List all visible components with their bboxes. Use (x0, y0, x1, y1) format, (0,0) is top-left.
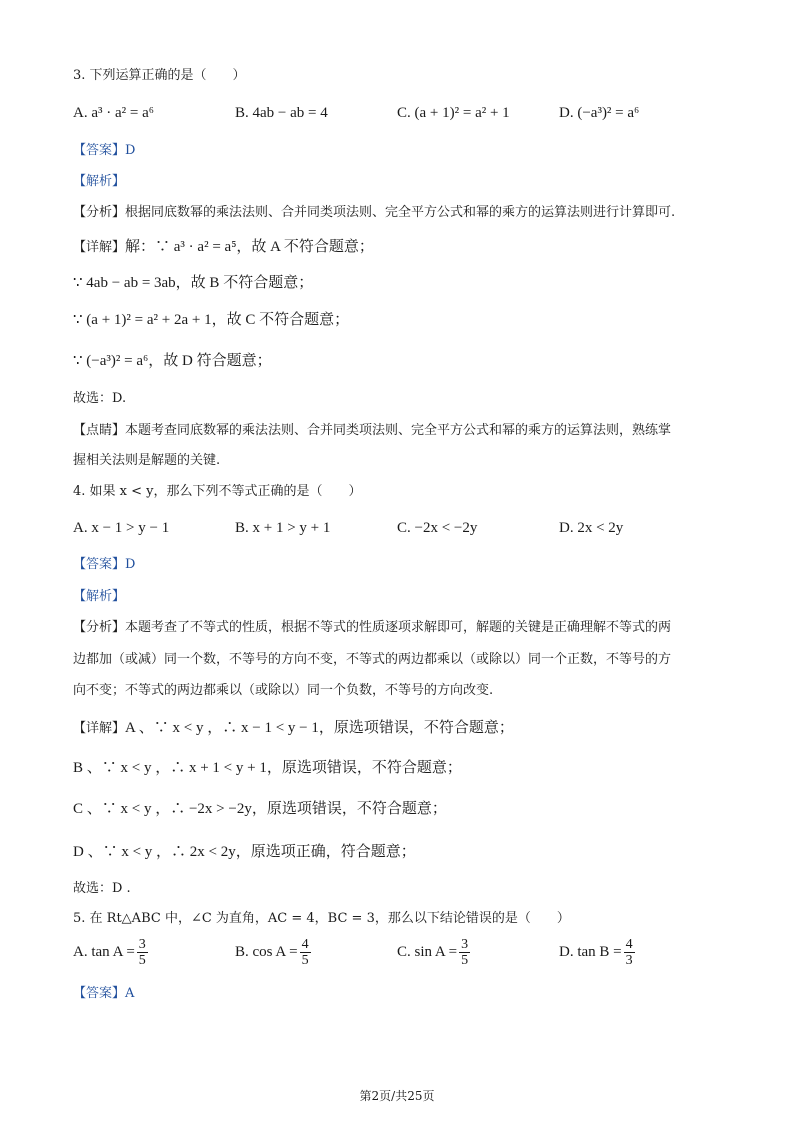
q5-option-b-denominator: 5 (301, 953, 309, 968)
q4-detail-line-4: D 、∵ x < y ，∴ 2x < 2y，原选项正确，符合题意； (73, 844, 416, 860)
q5-option-d-label: D. tan B = (559, 944, 622, 960)
q5-option-d-fraction (624, 937, 635, 968)
q4-fenxi-tag: 【分析】 (73, 620, 126, 635)
q4-fenxi-line-3: 向不变；不等式的两边都乘以（或除以）同一个负数，不等号的方向改变. (73, 683, 494, 698)
q3-detail-line-1 (73, 237, 374, 258)
q5-option-b-label: B. cos A = (235, 944, 298, 960)
q3-detail-line-3: ∵ (a + 1)² = a² + 2a + 1，故 C 不符合题意； (73, 312, 350, 328)
q5-option-c-denominator: 5 (461, 953, 469, 968)
q3-dianjing-text-1: 本题考查同底数幂的乘法法则、合并同类项法则、完全平方公式和幂的乘方的运算法则，熟练掌 (125, 423, 672, 438)
q4-option-d: D. 2x < 2y (559, 520, 624, 536)
q3-xiangjie-tag: 【详解】 (73, 240, 126, 255)
q3-option-d: D. (−a³)² = a⁶ (559, 105, 640, 121)
q4-answer: 【答案】D (73, 557, 136, 572)
q4-fenxi-text-1: 本题考查了不等式的性质，根据不等式的性质逐项求解即可，解题的关键是正确理解不等式的两 (125, 620, 672, 635)
q5-option-c-numerator: 3 (461, 937, 469, 952)
q5-option-d (559, 937, 635, 968)
q3-fenxi (73, 203, 675, 223)
q3-detail-line-4: ∵ (−a³)² = a⁶，故 D 符合题意； (73, 353, 272, 369)
q4-option-a: A. x − 1 > y − 1 (73, 520, 170, 536)
q4-detail-text-1: A 、∵ x < y ，∴ x − 1 < y − 1，原选项错误，不符合题意； (125, 720, 514, 736)
q5-option-a (73, 937, 148, 968)
q4-stem: 4. 如果 x < y，那么下列不等式正确的是（ ） (73, 484, 362, 499)
q3-fenxi-text: 根据同底数幂的乘法法则、合并同类项法则、完全平方公式和幂的乘方的运算法则进行计算即可. (125, 205, 676, 220)
q5-option-c-fraction (459, 937, 470, 968)
q3-detail-text-1: 解：∵ a³ · a² = a⁵，故 A 不符合题意； (125, 239, 374, 255)
q4-option-c: C. −2x < −2y (397, 520, 478, 536)
q5-option-a-label: A. tan A = (73, 944, 135, 960)
q4-detail-line-2: B 、∵ x < y ，∴ x + 1 < y + 1，原选项错误，不符合题意； (73, 760, 462, 776)
q5-option-c (397, 937, 470, 968)
q5-option-b-numerator: 4 (301, 937, 309, 952)
q5-option-a-denominator: 5 (138, 953, 146, 968)
q5-option-a-numerator: 3 (138, 937, 146, 952)
q5-answer: 【答案】A (73, 986, 135, 1001)
q3-option-c: C. (a + 1)² = a² + 1 (397, 105, 510, 121)
q4-xiangjie-tag: 【详解】 (73, 721, 126, 736)
q3-option-a: A. a³ · a² = a⁶ (73, 105, 154, 121)
page-footer: 第2页/共25页 (359, 1089, 435, 1103)
q4-fenxi-line-1 (73, 618, 671, 638)
q3-dianjing-line-2: 握相关法则是解题的关键. (73, 453, 221, 468)
q3-dianjing-tag: 【点睛】 (73, 423, 126, 438)
q3-fenxi-tag: 【分析】 (73, 205, 126, 220)
q3-choose: 故选：D. (73, 391, 127, 406)
q5-option-b (235, 937, 311, 968)
q3-answer: 【答案】D (73, 143, 136, 158)
q4-detail-line-1 (73, 718, 514, 739)
q3-analysis-tag: 【解析】 (73, 174, 126, 189)
q5-stem: 5. 在 Rt△ABC 中，∠C 为直角，AC = 4，BC = 3，那么以下结论错误的是（ ） (73, 911, 570, 926)
q3-detail-line-2: ∵ 4ab − ab = 3ab，故 B 不符合题意； (73, 275, 314, 291)
q5-option-b-fraction (300, 937, 311, 968)
q4-choose: 故选：D . (73, 881, 131, 896)
q5-option-d-numerator: 4 (625, 937, 633, 952)
q3-option-b: B. 4ab − ab = 4 (235, 105, 328, 121)
q4-option-b: B. x + 1 > y + 1 (235, 520, 331, 536)
q4-detail-line-3: C 、∵ x < y ，∴ −2x > −2y，原选项错误，不符合题意； (73, 801, 447, 817)
q5-option-a-fraction (137, 937, 148, 968)
q3-stem: 3. 下列运算正确的是（ ） (73, 68, 246, 83)
q5-option-d-denominator: 3 (625, 953, 633, 968)
q4-fenxi-line-2: 边都加（或减）同一个数，不等号的方向不变，不等式的两边都乘以（或除以）同一个正数，不等号的方 (73, 652, 672, 667)
q4-analysis-tag: 【解析】 (73, 589, 126, 604)
q5-option-c-label: C. sin A = (397, 944, 458, 960)
q3-dianjing-line-1 (73, 421, 671, 441)
